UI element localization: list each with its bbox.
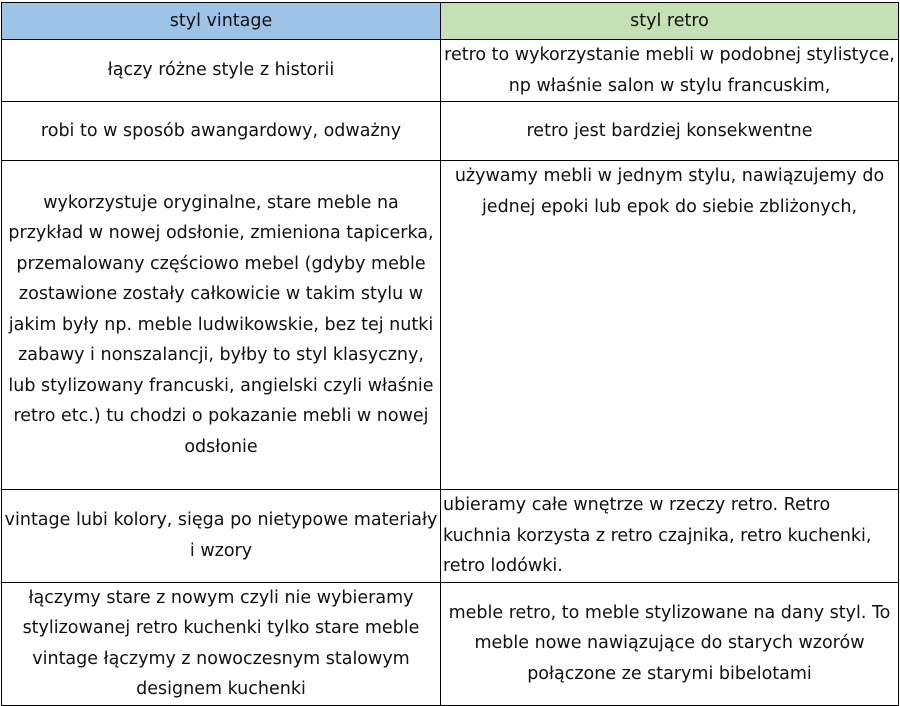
vintage-cell-text: łączymy stare z nowym czyli nie wybieramy stylizowanej retro kuchenki tylko stare meble vintage łączymy z nowoczesnym stalowym designem kuchenki <box>22 587 420 699</box>
table-row <box>2 490 899 583</box>
header-retro: styl retro <box>441 3 899 40</box>
vintage-cell-text: wykorzystuje oryginalne, stare meble na przykład w nowej odsłonie, zmieniona tapicerka, przemalowany częściowo mebel (gdyby meble zostawione zostały całkowicie w takim stylu w jakim były np. meble ludwikowskie, bez tej nutki zabawy i nonszalancji, byłby to styl klasyczny, lub stylizowany francuski, angielski czyli właśnie retro etc.) tu chodzi o pokazanie mebli w nowej odsłonie <box>8 192 434 457</box>
vintage-cell <box>2 40 441 102</box>
vintage-cell <box>2 161 441 490</box>
table-row <box>2 40 899 102</box>
retro-cell <box>441 161 899 490</box>
comparison-table <box>1 2 899 706</box>
vintage-cell-text: vintage lubi kolory, sięga po nietypowe materiały i wzory <box>4 510 438 561</box>
retro-cell-text: retro to wykorzystanie mebli w podobnej stylistyce, np właśnie salon w stylu francuskim, <box>444 45 895 96</box>
retro-cell-text: używamy mebli w jednym stylu, nawiązujemy do jednej epoki lub epok do siebie zbliżonych, <box>454 166 885 217</box>
retro-cell-text: retro jest bardziej konsekwentne <box>526 120 813 141</box>
vintage-cell-text: łączy różne style z historii <box>107 60 335 81</box>
vintage-cell-text: robi to w sposób awangardowy, odważny <box>40 120 402 141</box>
retro-cell-text: meble retro, to meble stylizowane na dany styl. To meble nowe nawiązujące do starych wzorów połączone ze starymi bibelotami <box>448 602 891 684</box>
retro-cell <box>441 582 899 705</box>
vintage-cell <box>2 102 441 161</box>
header-row <box>2 3 899 40</box>
vintage-cell <box>2 582 441 705</box>
retro-cell <box>441 40 899 102</box>
vintage-cell <box>2 490 441 583</box>
table-row <box>2 582 899 705</box>
table-row <box>2 161 899 490</box>
retro-cell <box>441 490 899 583</box>
table-row <box>2 102 899 161</box>
retro-cell-text: ubieramy całe wnętrze w rzeczy retro. Retro kuchnia korzysta z retro czajnika, retro kuchenki, retro lodówki. <box>443 495 872 576</box>
retro-cell <box>441 102 899 161</box>
header-vintage: styl vintage <box>2 3 441 40</box>
